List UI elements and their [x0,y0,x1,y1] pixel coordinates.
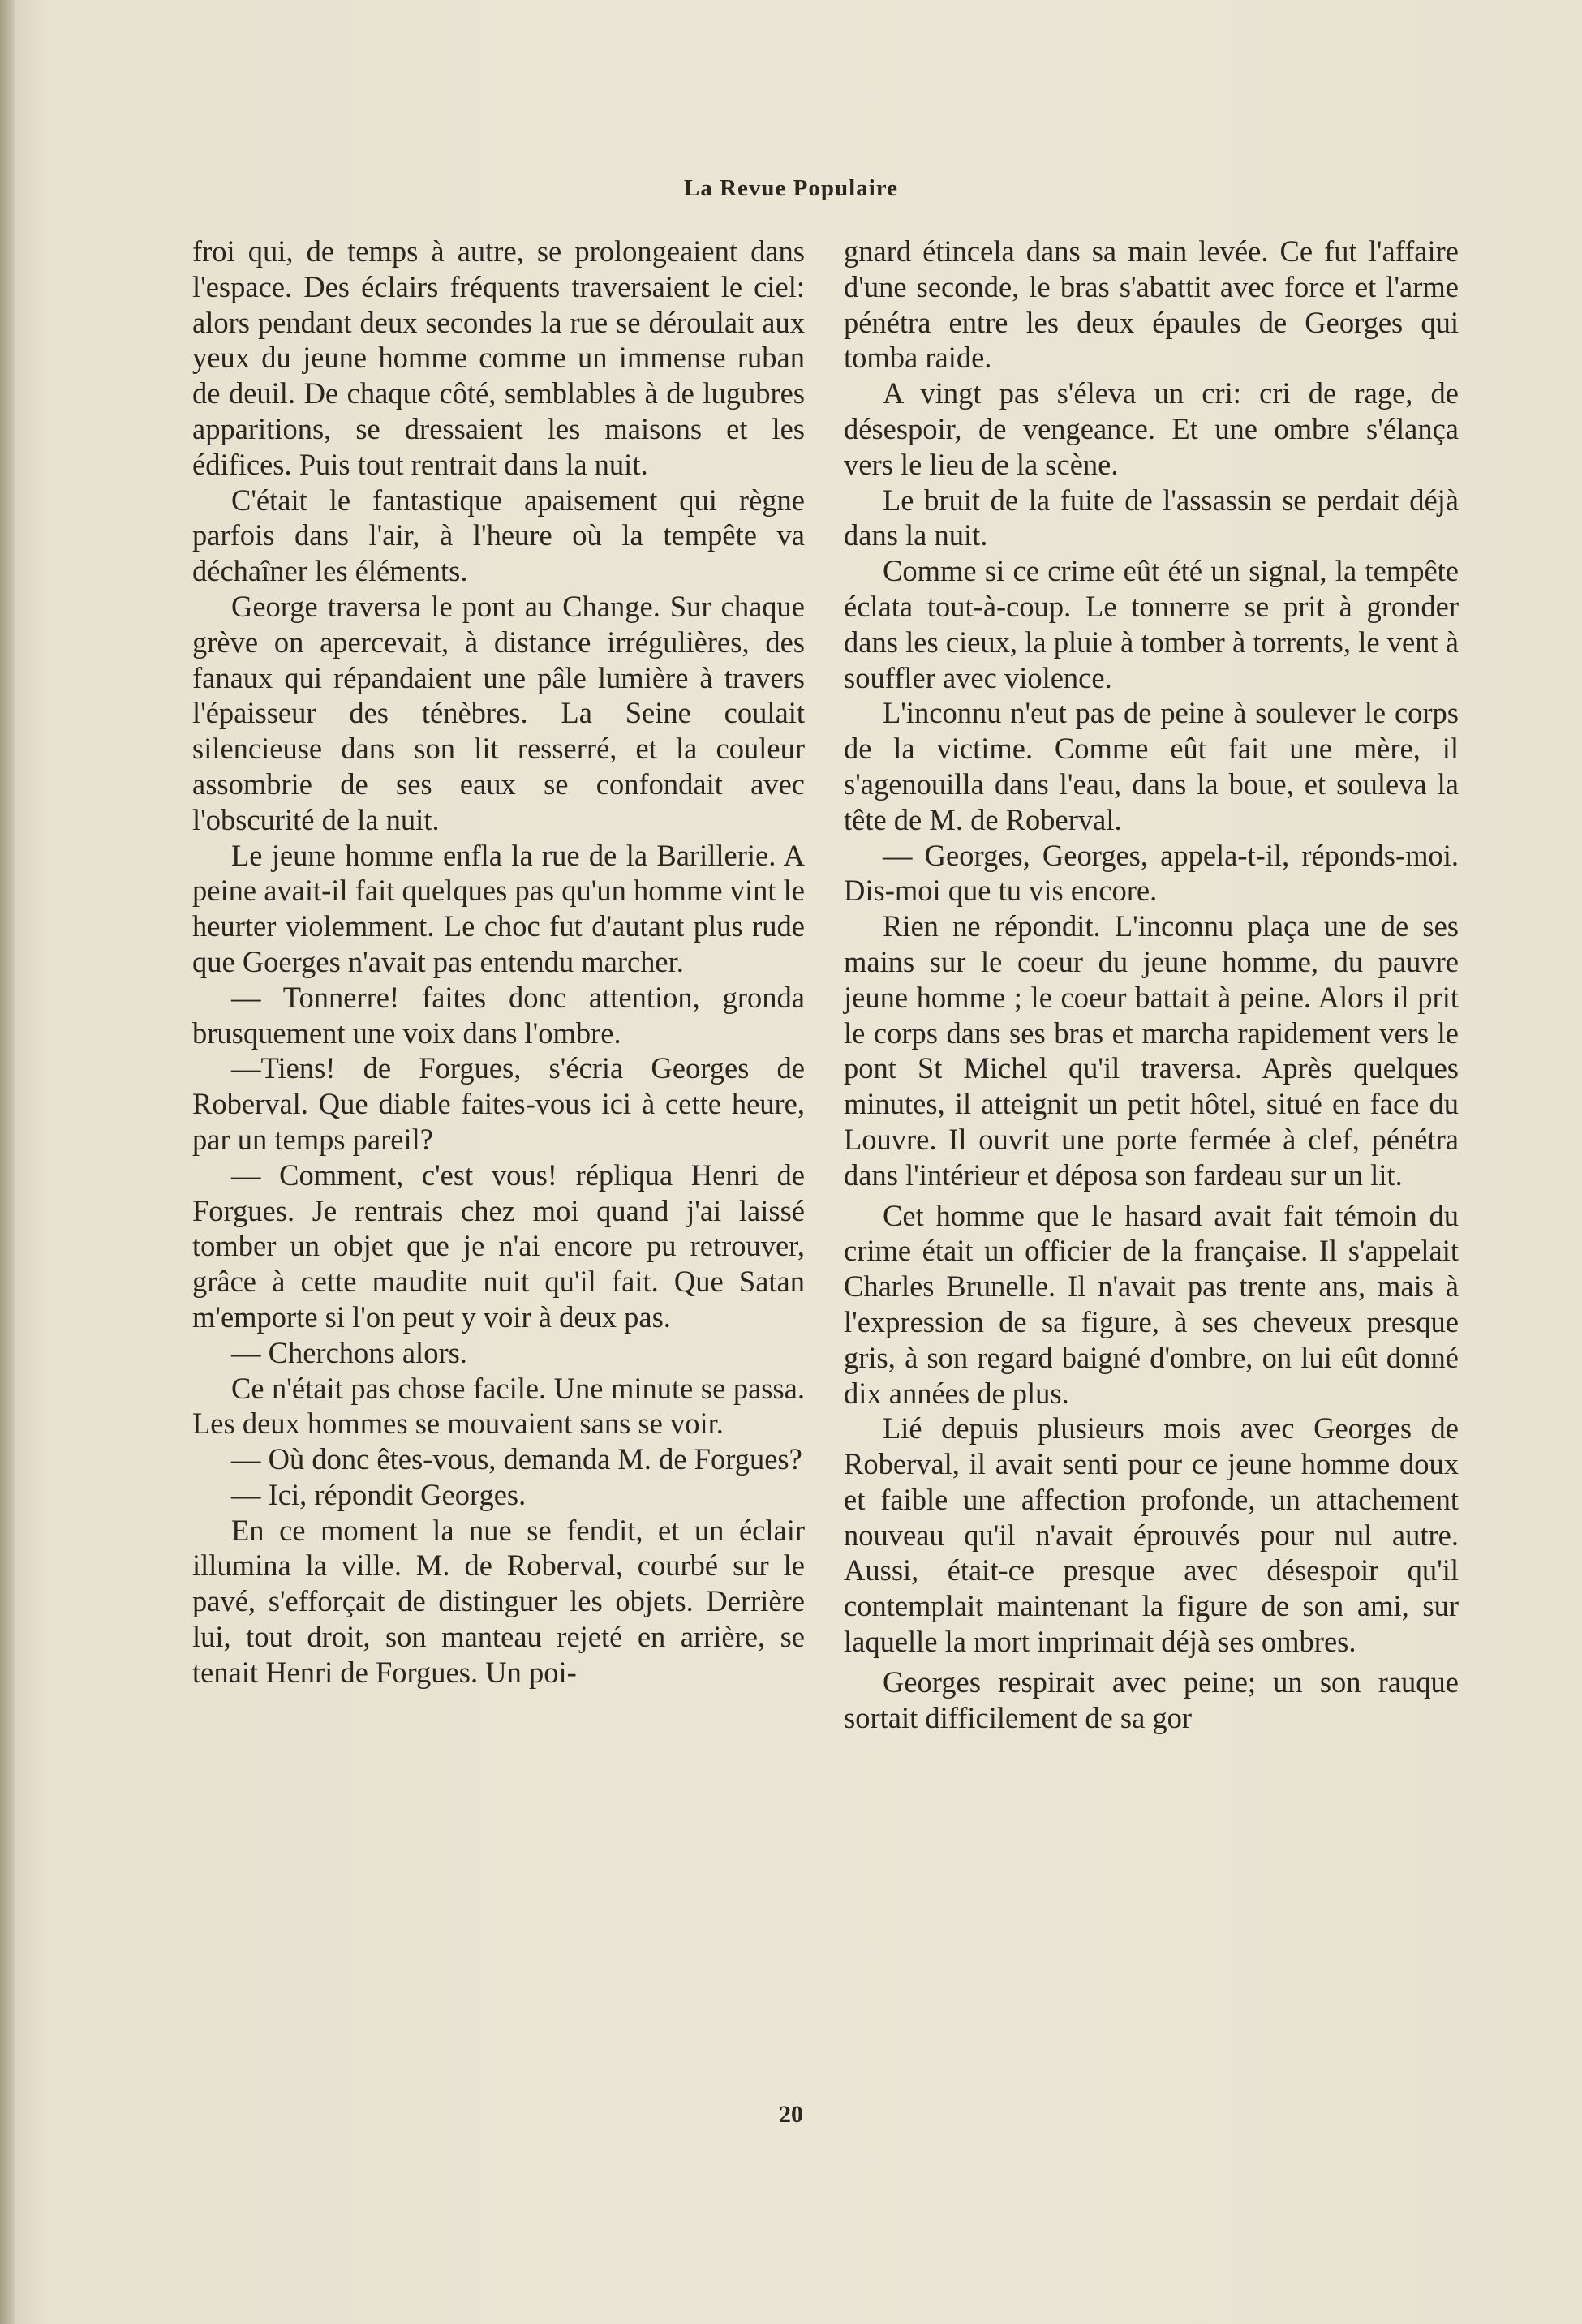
paragraph: C'était le fantastique apaisement qui règne parfois dans l'air, à l'heure où la tempête va déchaîner les éléments. [192,483,805,588]
paragraph: L'inconnu n'eut pas de peine à soulever le corps de la victime. Comme eût fait une mère, il s'agenouilla dans l'eau, dans la boue, et souleva la tête de M. de Roberval. [844,696,1459,836]
paragraph: Ce n'était pas chose facile. Une minute se passa. Les deux hommes se mouvaient sans se voir. [192,1371,805,1441]
paragraph: Comme si ce crime eût été un signal, la tempête éclata tout-à-coup. Le tonnerre se prit à gronder dans les cieux, la pluie à tomber à torrents, le vent à souffler avec violence. [844,554,1459,694]
paragraph: George traversa le pont au Change. Sur chaque grève on apercevait, à distance irrégulières, des fanaux qui répandaient une pâle lumière à travers l'épaisseur des ténèbres. La Seine coulait silencieuse dans son lit resserré, et la couleur assombrie de ses eaux se confondait avec l'obscurité de la nuit. [192,589,805,836]
paragraph: Le bruit de la fuite de l'assassin se perdait déjà dans la nuit. [844,483,1459,552]
paragraph: — Comment, c'est vous! répliqua Henri de Forgues. Je rentrais chez moi quand j'ai laissé tomber un objet que je n'ai encore pu retrouver, grâce à cette maudite nuit qu'il fait. Que Satan m'emporte si l'on peut y voir à deux pas. [192,1158,805,1334]
paragraph: Cet homme que le hasard avait fait témoin du crime était un officier de la française. Il s'appelait Charles Brunelle. Il n'avait pas trente ans, mais à l'expression de sa figure, à ses cheveux presque gris, à son regard baigné d'ombre, on lui eût donné dix années de plus. [844,1198,1459,1410]
page-number: 20 [779,2101,803,2128]
right-column [844,234,1459,1735]
page-spine-shadow [0,0,15,2324]
paragraph: Rien ne répondit. L'inconnu plaça une de ses mains sur le coeur du jeune homme, du pauvre jeune homme ; le coeur battait à peine. Alors il prit le corps dans ses bras et marcha rapidement vers le pont St Michel qu'il traversa. Après quelques minutes, il atteignit un petit hôtel, situé en face du Louvre. Il ouvrit une porte fermée à clef, pénétra dans l'intérieur et déposa son fardeau sur un lit. [844,909,1459,1192]
paragraph: — Cherchons alors. [231,1335,467,1369]
paragraph: En ce moment la nue se fendit, et un éclair illumina la ville. M. de Roberval, courbé sur le pavé, s'efforçait de distinguer les objets. Derrière lui, tout droit, son manteau rejeté en arrière, se tenait Henri de Forgues. Un poi- [192,1513,805,1689]
paragraph: Le jeune homme enfla la rue de la Barillerie. A peine avait-il fait quelques pas qu'un homme vint le heurter violemment. Le choc fut d'autant plus rude que Goerges n'avait pas entendu marcher. [192,838,805,978]
paragraph: —Tiens! de Forgues, s'écria Georges de Roberval. Que diable faites-vous ici à cette heure, par un temps pareil? [192,1051,805,1156]
paragraph: Lié depuis plusieurs mois avec Georges de Roberval, il avait senti pour ce jeune homme doux et faible une affection profonde, un attachement nouveau qu'il n'avait éprouvés pour nul autre. Aussi, était-ce presque avec désespoir qu'il contemplait maintenant la figure de son ami, sur laquelle la mort imprimait déjà ses ombres. [844,1411,1459,1659]
paragraph: gnard étincela dans sa main levée. Ce fut l'affaire d'une seconde, le bras s'abattit avec force et l'arme pénétra entre les deux épaules de Georges qui tomba raide. [844,234,1459,375]
paragraph: — Où donc êtes-vous, demanda M. de Forgues? [231,1442,802,1476]
left-column [192,234,805,1690]
paragraph: froi qui, de temps à autre, se prolongeaient dans l'espace. Des éclairs fréquents traversaient le ciel: alors pendant deux secondes la rue se déroulait aux yeux du jeune homme comme un immense ruban de deuil. De chaque côté, semblables à de lugubres apparitions, se dressaient les maisons et les édifices. Puis tout rentrait dans la nuit. [192,234,805,481]
running-header: La Revue Populaire [684,175,898,201]
paragraph: — Tonnerre! faites donc attention, gronda brusquement une voix dans l'ombre. [192,980,805,1050]
paragraph: Georges respirait avec peine; un son rauque sortait difficilement de sa gor [844,1665,1459,1734]
paragraph: — Georges, Georges, appela-t-il, réponds-moi. Dis-moi que tu vis encore. [844,838,1459,908]
paragraph: — Ici, répondit Georges. [231,1477,527,1511]
paragraph: A vingt pas s'éleva un cri: cri de rage, de désespoir, de vengeance. Et une ombre s'élança vers le lieu de la scène. [844,376,1459,481]
